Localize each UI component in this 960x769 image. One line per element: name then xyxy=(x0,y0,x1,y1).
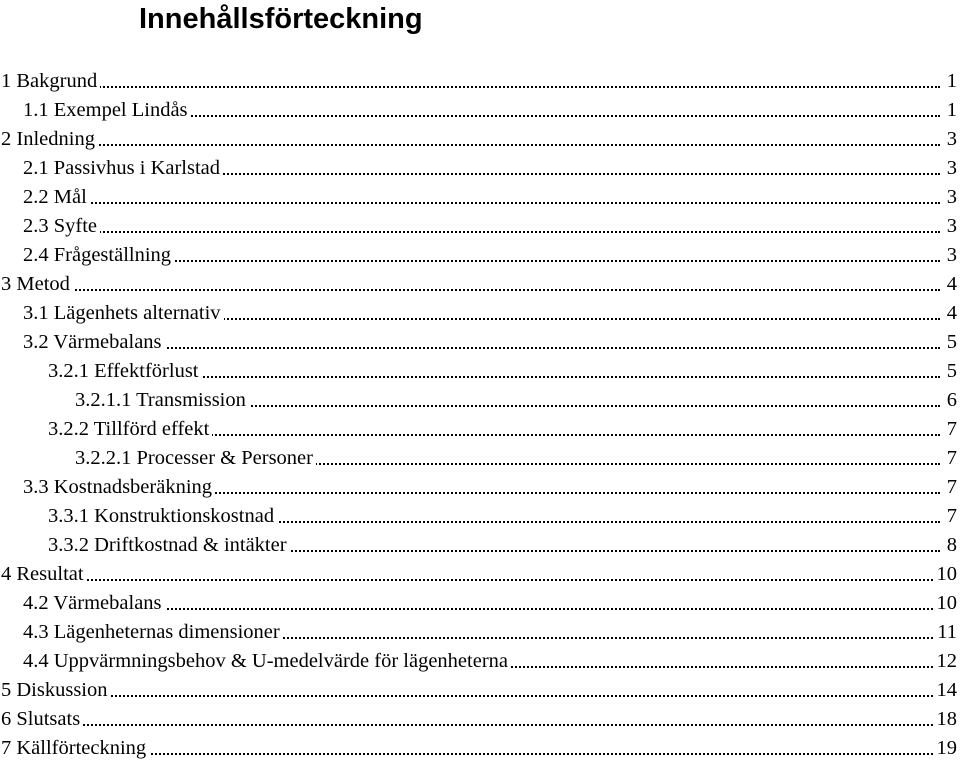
toc-entry-label: 2.2 Mål xyxy=(23,185,90,209)
toc-entry-page-number: 7 xyxy=(944,475,957,499)
toc-entry-label: 3.2 Värmebalans xyxy=(23,330,165,354)
toc-entry-page-number: 5 xyxy=(944,359,957,383)
toc-dot-leader xyxy=(60,695,940,697)
toc-entry-page-number: 4 xyxy=(944,272,957,296)
toc-entry-label: 4.3 Lägenheternas dimensioner xyxy=(23,620,283,644)
toc-entry[interactable] xyxy=(0,356,960,385)
toc-entry[interactable] xyxy=(0,95,960,124)
toc-entry[interactable] xyxy=(0,269,960,298)
toc-entry[interactable] xyxy=(0,588,960,617)
toc-entry[interactable] xyxy=(0,559,960,588)
toc-entry-label: 2.1 Passivhus i Karlstad xyxy=(23,156,223,180)
toc-entry[interactable] xyxy=(0,182,960,211)
toc-entry-label: 4.4 Uppvärmningsbehov & U-medelvärde för lägenheterna xyxy=(23,649,511,673)
toc-entry-label: 5 Diskussion xyxy=(1,678,111,702)
toc-entry-label: 2.3 Syfte xyxy=(23,214,100,238)
toc-entry[interactable] xyxy=(0,211,960,240)
toc-dot-leader xyxy=(80,202,940,204)
toc-entry-page-number: 18 xyxy=(934,707,958,731)
toc-dot-leader xyxy=(100,376,940,378)
toc-entry-page-number: 7 xyxy=(944,504,957,528)
toc-dot-leader xyxy=(60,579,940,581)
toc-dot-leader xyxy=(100,434,940,436)
toc-entry[interactable] xyxy=(0,66,960,95)
toc-entry-label: 2 Inledning xyxy=(1,127,98,151)
toc-dot-leader xyxy=(80,115,940,117)
toc-entry[interactable] xyxy=(0,327,960,356)
toc-entry-page-number: 3 xyxy=(944,127,957,151)
toc-entry-label: 3.2.1.1 Transmission xyxy=(75,388,249,412)
toc-dot-leader xyxy=(80,608,940,610)
toc-entry-label: 3.2.2.1 Processer & Personer xyxy=(75,446,316,470)
toc-entry-page-number: 12 xyxy=(934,649,958,673)
toc-entry[interactable] xyxy=(0,124,960,153)
toc-entry-label: 3.2.1 Effektförlust xyxy=(48,359,202,383)
toc-entry-label: 3.1 Lägenhets alternativ xyxy=(23,301,224,325)
toc-entry-page-number: 1 xyxy=(944,69,957,93)
toc-entry-page-number: 3 xyxy=(944,156,957,180)
toc-entry-page-number: 10 xyxy=(934,591,958,615)
toc-entry-label: 7 Källförteckning xyxy=(1,736,149,760)
toc-dot-leader xyxy=(80,347,940,349)
toc-entry[interactable] xyxy=(0,733,960,762)
toc-entry-label: 3.2.2 Tillförd effekt xyxy=(48,417,212,441)
toc-entry[interactable] xyxy=(0,298,960,327)
toc-entry-label: 4 Resultat xyxy=(1,562,87,586)
toc-entry-page-number: 10 xyxy=(934,562,958,586)
toc-entry-page-number: 14 xyxy=(934,678,958,702)
toc-entry[interactable] xyxy=(0,704,960,733)
page-title: Innehållsförteckning xyxy=(139,3,423,35)
toc-entry-page-number: 7 xyxy=(944,417,957,441)
toc-entry-label: 2.4 Frågeställning xyxy=(23,243,174,267)
toc-entry-label: 3.3.2 Driftkostnad & intäkter xyxy=(48,533,290,557)
toc-entry-page-number: 19 xyxy=(934,736,958,760)
toc-entry[interactable] xyxy=(0,646,960,675)
toc-entry[interactable] xyxy=(0,385,960,414)
toc-entry-label: 3.3 Kostnadsberäkning xyxy=(23,475,215,499)
toc-dot-leader xyxy=(80,260,940,262)
toc-dot-leader xyxy=(60,753,940,755)
toc-entry-label: 1 Bakgrund xyxy=(1,69,100,93)
toc-entry-page-number: 4 xyxy=(944,301,957,325)
toc-entry-page-number: 6 xyxy=(944,388,957,412)
toc-entry[interactable] xyxy=(0,617,960,646)
toc-dot-leader xyxy=(60,289,940,291)
toc-entry-page-number: 7 xyxy=(944,446,957,470)
toc-entry-label: 3.3.1 Konstruktionskostnad xyxy=(48,504,277,528)
toc-entry-label: 4.2 Värmebalans xyxy=(23,591,165,615)
toc-entry-page-number: 11 xyxy=(934,620,957,644)
toc-entry-label: 6 Slutsats xyxy=(1,707,83,731)
toc-entry-label: 3 Metod xyxy=(1,272,73,296)
toc-entry[interactable] xyxy=(0,530,960,559)
toc-entry-page-number: 3 xyxy=(944,214,957,238)
toc-entry-page-number: 5 xyxy=(944,330,957,354)
toc-entry[interactable] xyxy=(0,472,960,501)
toc-dot-leader xyxy=(80,231,940,233)
toc-entry[interactable] xyxy=(0,240,960,269)
toc-dot-leader xyxy=(60,144,940,146)
toc-entry[interactable] xyxy=(0,443,960,472)
toc-entry-page-number: 1 xyxy=(944,98,957,122)
toc-entry[interactable] xyxy=(0,501,960,530)
toc-entry-label: 1.1 Exempel Lindås xyxy=(23,98,191,122)
toc-entry-page-number: 3 xyxy=(944,185,957,209)
toc-dot-leader xyxy=(60,724,940,726)
toc-entry-page-number: 3 xyxy=(944,243,957,267)
toc-entry-page-number: 8 xyxy=(944,533,957,557)
toc-dot-leader xyxy=(60,86,940,88)
toc-entry[interactable] xyxy=(0,414,960,443)
toc-entry[interactable] xyxy=(0,675,960,704)
toc-entry[interactable] xyxy=(0,153,960,182)
